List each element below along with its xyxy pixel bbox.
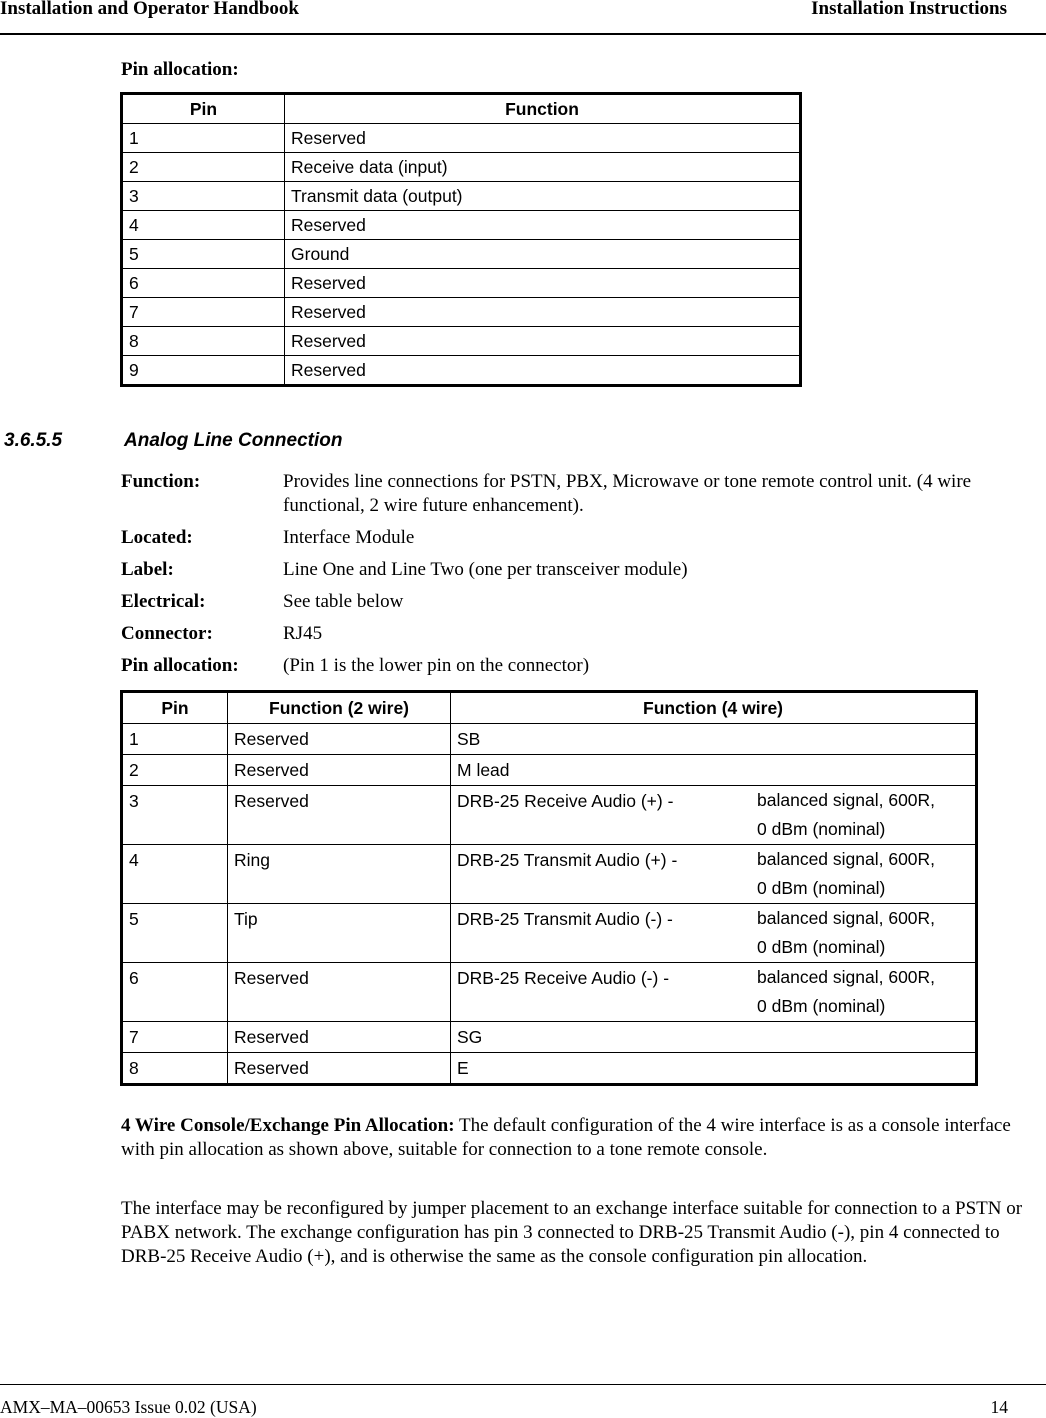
function-cell: Reserved xyxy=(285,356,801,386)
property-row xyxy=(121,654,1041,678)
two-wire-cell: Reserved xyxy=(228,963,451,1022)
two-wire-cell: Reserved xyxy=(228,755,451,786)
section-title: Analog Line Connection xyxy=(124,430,343,451)
pin-cell: 9 xyxy=(122,356,285,386)
pin-cell: 6 xyxy=(122,963,228,1022)
table-row xyxy=(122,298,801,327)
signal-description xyxy=(757,963,975,1021)
signal-desc-line: 0 dBm (nominal) xyxy=(757,937,886,957)
pin-cell: 4 xyxy=(122,845,228,904)
table-row xyxy=(122,755,977,786)
property-value: RJ45 xyxy=(283,623,323,644)
property-label: Label: xyxy=(121,559,174,580)
table-row xyxy=(122,845,977,904)
function-cell: Reserved xyxy=(285,269,801,298)
table-row xyxy=(122,240,801,269)
table-row xyxy=(122,327,801,356)
table-row xyxy=(122,1053,977,1085)
signal-name: DRB-25 Transmit Audio (+) - xyxy=(457,850,678,870)
signal-description xyxy=(757,845,975,903)
four-wire-cell xyxy=(451,786,977,845)
function-cell: Reserved xyxy=(285,211,801,240)
table-row xyxy=(122,153,801,182)
signal-name: DRB-25 Receive Audio (-) - xyxy=(457,968,670,988)
property-row xyxy=(121,470,1041,518)
signal-desc-line: 0 dBm (nominal) xyxy=(757,819,886,839)
four-wire-cell: SB xyxy=(451,724,977,755)
property-label: Connector: xyxy=(121,623,213,644)
pin-cell: 2 xyxy=(122,153,285,182)
table-row xyxy=(122,963,977,1022)
pin-cell: 4 xyxy=(122,211,285,240)
signal-desc-line: balanced signal, 600R, xyxy=(757,790,936,810)
pin-table-1 xyxy=(120,92,802,387)
signal-name: DRB-25 Receive Audio (+) - xyxy=(457,791,674,811)
signal-desc-line: balanced signal, 600R, xyxy=(757,849,936,869)
table-row xyxy=(122,904,977,963)
paragraph-lead: 4 Wire Console/Exchange Pin Allocation: xyxy=(121,1115,455,1136)
property-row xyxy=(121,558,1041,582)
table-header-row xyxy=(122,692,977,724)
property-row xyxy=(121,590,1041,614)
console-exchange-paragraph xyxy=(121,1114,1041,1162)
pin-cell: 8 xyxy=(122,327,285,356)
pin-cell: 5 xyxy=(122,240,285,269)
function-cell: Reserved xyxy=(285,327,801,356)
two-wire-cell: Reserved xyxy=(228,786,451,845)
table-row xyxy=(122,356,801,386)
two-wire-cell: Reserved xyxy=(228,1022,451,1053)
table-row xyxy=(122,269,801,298)
pin-cell: 1 xyxy=(122,124,285,153)
four-wire-cell: SG xyxy=(451,1022,977,1053)
column-header: Function (2 wire) xyxy=(228,692,451,724)
page-header xyxy=(0,0,1046,35)
pin-cell: 7 xyxy=(122,298,285,327)
pin-cell: 6 xyxy=(122,269,285,298)
property-row xyxy=(121,622,1041,646)
column-header: Function (4 wire) xyxy=(451,692,977,724)
pin-table-2 xyxy=(120,690,978,1086)
function-cell: Receive data (input) xyxy=(285,153,801,182)
paragraph-text: The default configuration of the 4 wire interface is as a console interface with pin allocation as shown above, suitable for connection to a tone remote console. xyxy=(121,1115,1011,1160)
signal-description xyxy=(757,786,975,844)
four-wire-cell: M lead xyxy=(451,755,977,786)
pin-cell: 2 xyxy=(122,755,228,786)
pin-cell: 3 xyxy=(122,786,228,845)
four-wire-cell xyxy=(451,845,977,904)
property-value: See table below xyxy=(283,591,404,612)
document-id: AMX–MA–00653 Issue 0.02 (USA) xyxy=(0,1397,257,1417)
function-cell: Reserved xyxy=(285,298,801,327)
property-label: Electrical: xyxy=(121,591,206,612)
table-row xyxy=(122,182,801,211)
pin-cell: 8 xyxy=(122,1053,228,1085)
section-heading xyxy=(4,430,343,452)
property-value: Line One and Line Two (one per transceiver module) xyxy=(283,559,688,580)
table-row xyxy=(122,724,977,755)
function-cell: Ground xyxy=(285,240,801,269)
column-header: Function xyxy=(285,94,801,124)
signal-desc-line: balanced signal, 600R, xyxy=(757,967,936,987)
table-row xyxy=(122,211,801,240)
pin-cell: 5 xyxy=(122,904,228,963)
table-row xyxy=(122,1022,977,1053)
connection-properties xyxy=(121,470,1041,686)
pin-cell: 7 xyxy=(122,1022,228,1053)
property-label: Pin allocation: xyxy=(121,655,239,676)
pin-allocation-title: Pin allocation: xyxy=(121,59,239,80)
function-cell: Transmit data (output) xyxy=(285,182,801,211)
table-row xyxy=(122,786,977,845)
table-header-row xyxy=(122,94,801,124)
page-number: 14 xyxy=(990,1397,1008,1417)
property-value: Interface Module xyxy=(283,527,415,548)
two-wire-cell: Ring xyxy=(228,845,451,904)
property-row xyxy=(121,526,1041,550)
property-value: Provides line connections for PSTN, PBX, Microwave or tone remote control unit. (4 wire functional, 2 wire future enhancement). xyxy=(283,471,972,516)
header-title: Installation and Operator Handbook xyxy=(0,0,299,19)
table-row xyxy=(122,124,801,153)
two-wire-cell: Reserved xyxy=(228,1053,451,1085)
function-cell: Reserved xyxy=(285,124,801,153)
signal-desc-line: 0 dBm (nominal) xyxy=(757,996,886,1016)
two-wire-cell: Reserved xyxy=(228,724,451,755)
pin-cell: 3 xyxy=(122,182,285,211)
signal-name: DRB-25 Transmit Audio (-) - xyxy=(457,909,673,929)
pin-cell: 1 xyxy=(122,724,228,755)
property-value: (Pin 1 is the lower pin on the connector) xyxy=(283,655,590,676)
section-number: 3.6.5.5 xyxy=(4,430,63,451)
signal-description xyxy=(757,904,975,962)
column-header: Pin xyxy=(122,94,285,124)
reconfiguration-paragraph: The interface may be reconfigured by jumper placement to an exchange interface suitable for connection to a PSTN or PABX network. The exchange configuration has pin 3 connected to DRB-25 Transmit Audio (-), pin 4 connected to DRB-25 Receive Audio (+), and is otherwise the same as the console configuration pin allocation. xyxy=(121,1198,1023,1267)
two-wire-cell: Tip xyxy=(228,904,451,963)
property-label: Located: xyxy=(121,527,193,548)
signal-desc-line: 0 dBm (nominal) xyxy=(757,878,886,898)
column-header: Pin xyxy=(122,692,228,724)
four-wire-cell xyxy=(451,904,977,963)
page-footer xyxy=(0,1384,1046,1417)
four-wire-cell: E xyxy=(451,1053,977,1085)
header-section: Installation Instructions xyxy=(811,0,1007,19)
signal-desc-line: balanced signal, 600R, xyxy=(757,908,936,928)
property-label: Function: xyxy=(121,471,201,492)
four-wire-cell xyxy=(451,963,977,1022)
